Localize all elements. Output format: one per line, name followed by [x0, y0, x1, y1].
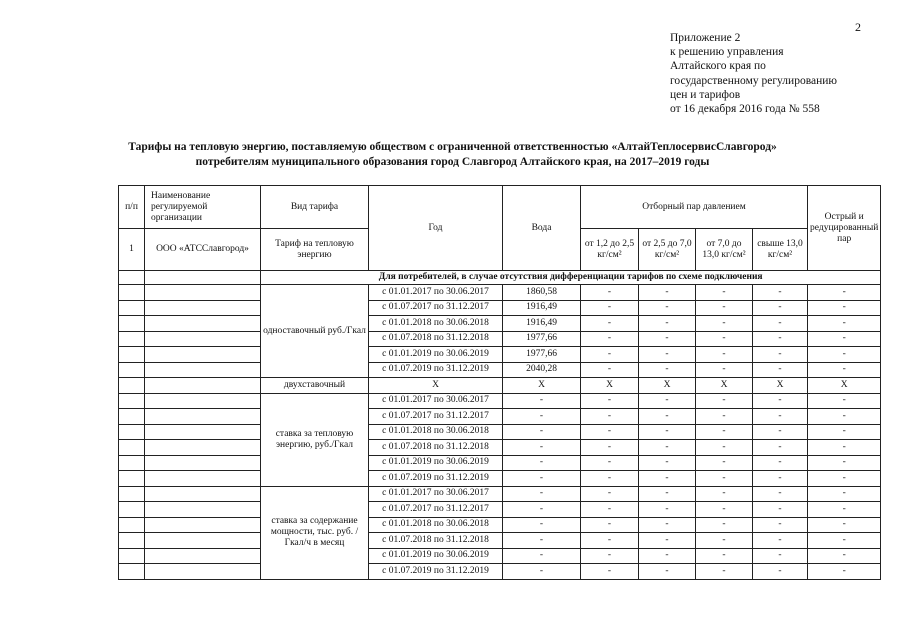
table-row [119, 331, 881, 347]
sharp-cell: - [808, 455, 881, 471]
empty-cell [145, 331, 261, 347]
table-row [119, 471, 881, 487]
two-rate-label: двухставочный [261, 378, 369, 394]
steam4-cell: - [753, 455, 808, 471]
empty-cell [119, 455, 145, 471]
steam1-cell: - [581, 502, 639, 518]
sharp-cell: - [808, 486, 881, 502]
steam2-cell: - [639, 300, 696, 316]
empty-cell [145, 564, 261, 580]
page-number: 2 [855, 20, 861, 34]
sharp-cell: - [808, 393, 881, 409]
single-rate-group [119, 285, 881, 378]
period-cell: с 01.07.2019 по 31.12.2019 [369, 362, 503, 378]
empty-cell [145, 362, 261, 378]
period-cell: с 01.07.2018 по 31.12.2018 [369, 533, 503, 549]
empty-cell [119, 362, 145, 378]
header-steam-4: свыше 13,0 кг/см² [753, 229, 808, 271]
table-row [119, 455, 881, 471]
sharp-cell: - [808, 502, 881, 518]
empty-cell [119, 502, 145, 518]
appendix-line: к решению управления [670, 46, 784, 59]
steam3-cell: - [696, 533, 753, 549]
steam3-cell: - [696, 548, 753, 564]
empty-cell [145, 548, 261, 564]
two-rate-group [119, 378, 881, 394]
steam3-cell: - [696, 517, 753, 533]
sharp-cell: - [808, 471, 881, 487]
steam1-cell: - [581, 300, 639, 316]
table-row [119, 486, 881, 502]
steam2-cell: - [639, 393, 696, 409]
water-cell: - [503, 548, 581, 564]
empty-cell [119, 285, 145, 301]
empty-cell [119, 486, 145, 502]
document-title [0, 140, 905, 170]
empty-cell [145, 517, 261, 533]
appendix-line: от 16 декабря 2016 года № 558 [670, 103, 820, 116]
water-cell: - [503, 440, 581, 456]
steam2-cell: - [639, 564, 696, 580]
table-row [119, 502, 881, 518]
sharp-cell: - [808, 533, 881, 549]
steam1-cell: - [581, 548, 639, 564]
sharp-cell: - [808, 331, 881, 347]
steam2-cell: - [639, 533, 696, 549]
steam2-cell: - [639, 486, 696, 502]
steam2-cell: Х [639, 378, 696, 394]
empty-cell [119, 440, 145, 456]
empty-cell [145, 300, 261, 316]
period-cell: Х [369, 378, 503, 394]
section-heading: Для потребителей, в случае отсутствия дифференциации тарифов по схеме подключения [261, 271, 881, 285]
sharp-cell: - [808, 347, 881, 363]
period-cell: с 01.07.2018 по 31.12.2018 [369, 440, 503, 456]
energy-rate-group [119, 393, 881, 486]
period-cell: с 01.07.2017 по 31.12.2017 [369, 502, 503, 518]
period-cell: с 01.01.2017 по 30.06.2017 [369, 393, 503, 409]
steam1-cell: - [581, 347, 639, 363]
header-org: Наименование регулируемой организации [145, 186, 261, 229]
section-spacer [145, 271, 261, 285]
empty-cell [119, 564, 145, 580]
period-cell: с 01.07.2019 по 31.12.2019 [369, 564, 503, 580]
empty-cell [145, 409, 261, 425]
period-cell: с 01.01.2018 по 30.06.2018 [369, 517, 503, 533]
empty-cell [119, 533, 145, 549]
empty-cell [119, 548, 145, 564]
table-row [119, 533, 881, 549]
steam2-cell: - [639, 347, 696, 363]
header-steam: Отборный пар давлением [581, 186, 808, 229]
capacity-rate-label: ставка за содержание мощности, тыс. руб. /Гкал/ч в месяц [261, 486, 369, 579]
title-line: Тарифы на тепловую энергию, поставляемую обществом с ограниченной ответственностью «АлтайТеплосервисСлавгород» [128, 141, 777, 153]
capacity-rate-group [119, 486, 881, 579]
water-cell: 2040,28 [503, 362, 581, 378]
header-water: Вода [503, 186, 581, 271]
empty-cell [145, 347, 261, 363]
empty-cell [145, 471, 261, 487]
steam3-cell: - [696, 564, 753, 580]
steam2-cell: - [639, 331, 696, 347]
empty-cell [119, 471, 145, 487]
water-cell: 1916,49 [503, 300, 581, 316]
energy-rate-label: ставка за тепловую энергию, руб./Гкал [261, 393, 369, 486]
row-num: 1 [119, 229, 145, 271]
water-cell: - [503, 409, 581, 425]
empty-cell [145, 393, 261, 409]
steam1-cell: - [581, 486, 639, 502]
empty-cell [119, 378, 145, 394]
steam3-cell: - [696, 347, 753, 363]
period-cell: с 01.07.2018 по 31.12.2018 [369, 331, 503, 347]
steam1-cell: - [581, 455, 639, 471]
sharp-cell: - [808, 285, 881, 301]
water-cell: - [503, 517, 581, 533]
table-row [119, 347, 881, 363]
steam1-cell: - [581, 533, 639, 549]
steam1-cell: - [581, 424, 639, 440]
water-cell: Х [503, 378, 581, 394]
steam2-cell: - [639, 471, 696, 487]
steam3-cell: - [696, 300, 753, 316]
empty-cell [145, 455, 261, 471]
table-row [119, 285, 881, 301]
steam3-cell: - [696, 455, 753, 471]
sharp-cell: - [808, 409, 881, 425]
tariff-name: Тариф на тепловую энергию [261, 229, 369, 271]
period-cell: с 01.01.2019 по 30.06.2019 [369, 347, 503, 363]
steam4-cell: - [753, 440, 808, 456]
steam1-cell: - [581, 316, 639, 332]
period-cell: с 01.07.2017 по 31.12.2017 [369, 409, 503, 425]
steam4-cell: - [753, 409, 808, 425]
steam1-cell: - [581, 393, 639, 409]
steam4-cell: - [753, 486, 808, 502]
steam3-cell: - [696, 316, 753, 332]
steam4-cell: - [753, 393, 808, 409]
empty-cell [145, 440, 261, 456]
table-row [119, 548, 881, 564]
steam4-cell: - [753, 424, 808, 440]
empty-cell [145, 533, 261, 549]
header-sharp-steam: Острый и редуцированный пар [808, 186, 881, 271]
steam3-cell: - [696, 285, 753, 301]
sharp-cell: - [808, 362, 881, 378]
empty-cell [145, 486, 261, 502]
sharp-cell: - [808, 517, 881, 533]
single-rate-label: одноставочный руб./Гкал [261, 285, 369, 378]
steam4-cell: - [753, 471, 808, 487]
steam1-cell: - [581, 331, 639, 347]
header-steam-3: от 7,0 до 13,0 кг/см² [696, 229, 753, 271]
steam1-cell: Х [581, 378, 639, 394]
steam3-cell: - [696, 440, 753, 456]
empty-cell [145, 502, 261, 518]
appendix-block [670, 31, 837, 116]
table-row [119, 564, 881, 580]
steam4-cell: - [753, 502, 808, 518]
sharp-cell: - [808, 440, 881, 456]
table-row [119, 424, 881, 440]
steam3-cell: Х [696, 378, 753, 394]
steam2-cell: - [639, 409, 696, 425]
steam4-cell: - [753, 564, 808, 580]
sharp-cell: Х [808, 378, 881, 394]
water-cell: - [503, 393, 581, 409]
appendix-line: Алтайского края по [670, 60, 766, 73]
empty-cell [119, 300, 145, 316]
period-cell: с 01.01.2017 по 30.06.2017 [369, 486, 503, 502]
period-cell: с 01.01.2018 по 30.06.2018 [369, 424, 503, 440]
water-cell: 1977,66 [503, 331, 581, 347]
water-cell: - [503, 564, 581, 580]
appendix-line: Приложение 2 [670, 32, 741, 44]
steam4-cell: - [753, 285, 808, 301]
period-cell: с 01.01.2019 по 30.06.2019 [369, 548, 503, 564]
steam1-cell: - [581, 409, 639, 425]
empty-cell [119, 517, 145, 533]
empty-cell [119, 409, 145, 425]
table-row [119, 440, 881, 456]
title-line: потребителям муниципального образования город Славгород Алтайского края, на 2017–2019 годы [195, 156, 710, 168]
steam2-cell: - [639, 424, 696, 440]
header-tariff-type: Вид тарифа [261, 186, 369, 229]
water-cell: 1916,49 [503, 316, 581, 332]
steam4-cell: - [753, 316, 808, 332]
table-row [119, 393, 881, 409]
steam2-cell: - [639, 502, 696, 518]
water-cell: - [503, 455, 581, 471]
sharp-cell: - [808, 424, 881, 440]
steam2-cell: - [639, 285, 696, 301]
steam3-cell: - [696, 362, 753, 378]
table-row [119, 316, 881, 332]
water-cell: - [503, 486, 581, 502]
steam4-cell: - [753, 548, 808, 564]
steam4-cell: Х [753, 378, 808, 394]
steam3-cell: - [696, 393, 753, 409]
empty-cell [119, 393, 145, 409]
steam4-cell: - [753, 331, 808, 347]
steam1-cell: - [581, 440, 639, 456]
steam4-cell: - [753, 517, 808, 533]
steam2-cell: - [639, 316, 696, 332]
steam3-cell: - [696, 502, 753, 518]
water-cell: - [503, 471, 581, 487]
water-cell: - [503, 424, 581, 440]
period-cell: с 01.01.2017 по 30.06.2017 [369, 285, 503, 301]
empty-cell [145, 378, 261, 394]
steam3-cell: - [696, 409, 753, 425]
period-cell: с 01.01.2018 по 30.06.2018 [369, 316, 503, 332]
period-cell: с 01.07.2019 по 31.12.2019 [369, 471, 503, 487]
table-head [119, 186, 881, 285]
steam4-cell: - [753, 300, 808, 316]
steam3-cell: - [696, 486, 753, 502]
water-cell: - [503, 502, 581, 518]
empty-cell [145, 316, 261, 332]
steam4-cell: - [753, 347, 808, 363]
water-cell: 1860,58 [503, 285, 581, 301]
sharp-cell: - [808, 564, 881, 580]
steam2-cell: - [639, 517, 696, 533]
table-row [119, 517, 881, 533]
steam4-cell: - [753, 362, 808, 378]
sharp-cell: - [808, 548, 881, 564]
sharp-cell: - [808, 300, 881, 316]
steam1-cell: - [581, 362, 639, 378]
steam2-cell: - [639, 455, 696, 471]
empty-cell [119, 347, 145, 363]
steam1-cell: - [581, 564, 639, 580]
steam3-cell: - [696, 424, 753, 440]
header-year: Год [369, 186, 503, 271]
sharp-cell: - [808, 316, 881, 332]
appendix-line: государственному регулированию [670, 74, 837, 87]
empty-cell [119, 331, 145, 347]
table-row [119, 300, 881, 316]
steam2-cell: - [639, 548, 696, 564]
steam2-cell: - [639, 440, 696, 456]
header-steam-2: от 2,5 до 7,0 кг/см² [639, 229, 696, 271]
water-cell: - [503, 533, 581, 549]
table-row [119, 362, 881, 378]
org-name: ООО «АТССлавгород» [145, 229, 261, 271]
steam3-cell: - [696, 471, 753, 487]
header-num: п/п [119, 186, 145, 229]
empty-cell [145, 285, 261, 301]
period-cell: с 01.01.2019 по 30.06.2019 [369, 455, 503, 471]
steam3-cell: - [696, 331, 753, 347]
steam1-cell: - [581, 285, 639, 301]
steam1-cell: - [581, 517, 639, 533]
empty-cell [119, 316, 145, 332]
water-cell: 1977,66 [503, 347, 581, 363]
empty-cell [145, 424, 261, 440]
section-spacer [119, 271, 145, 285]
appendix-line: цен и тарифов [670, 88, 741, 101]
empty-cell [119, 424, 145, 440]
steam1-cell: - [581, 471, 639, 487]
table-row [119, 409, 881, 425]
steam2-cell: - [639, 362, 696, 378]
tariff-table [118, 185, 881, 580]
steam4-cell: - [753, 533, 808, 549]
header-steam-1: от 1,2 до 2,5 кг/см² [581, 229, 639, 271]
table-row [119, 378, 881, 394]
period-cell: с 01.07.2017 по 31.12.2017 [369, 300, 503, 316]
